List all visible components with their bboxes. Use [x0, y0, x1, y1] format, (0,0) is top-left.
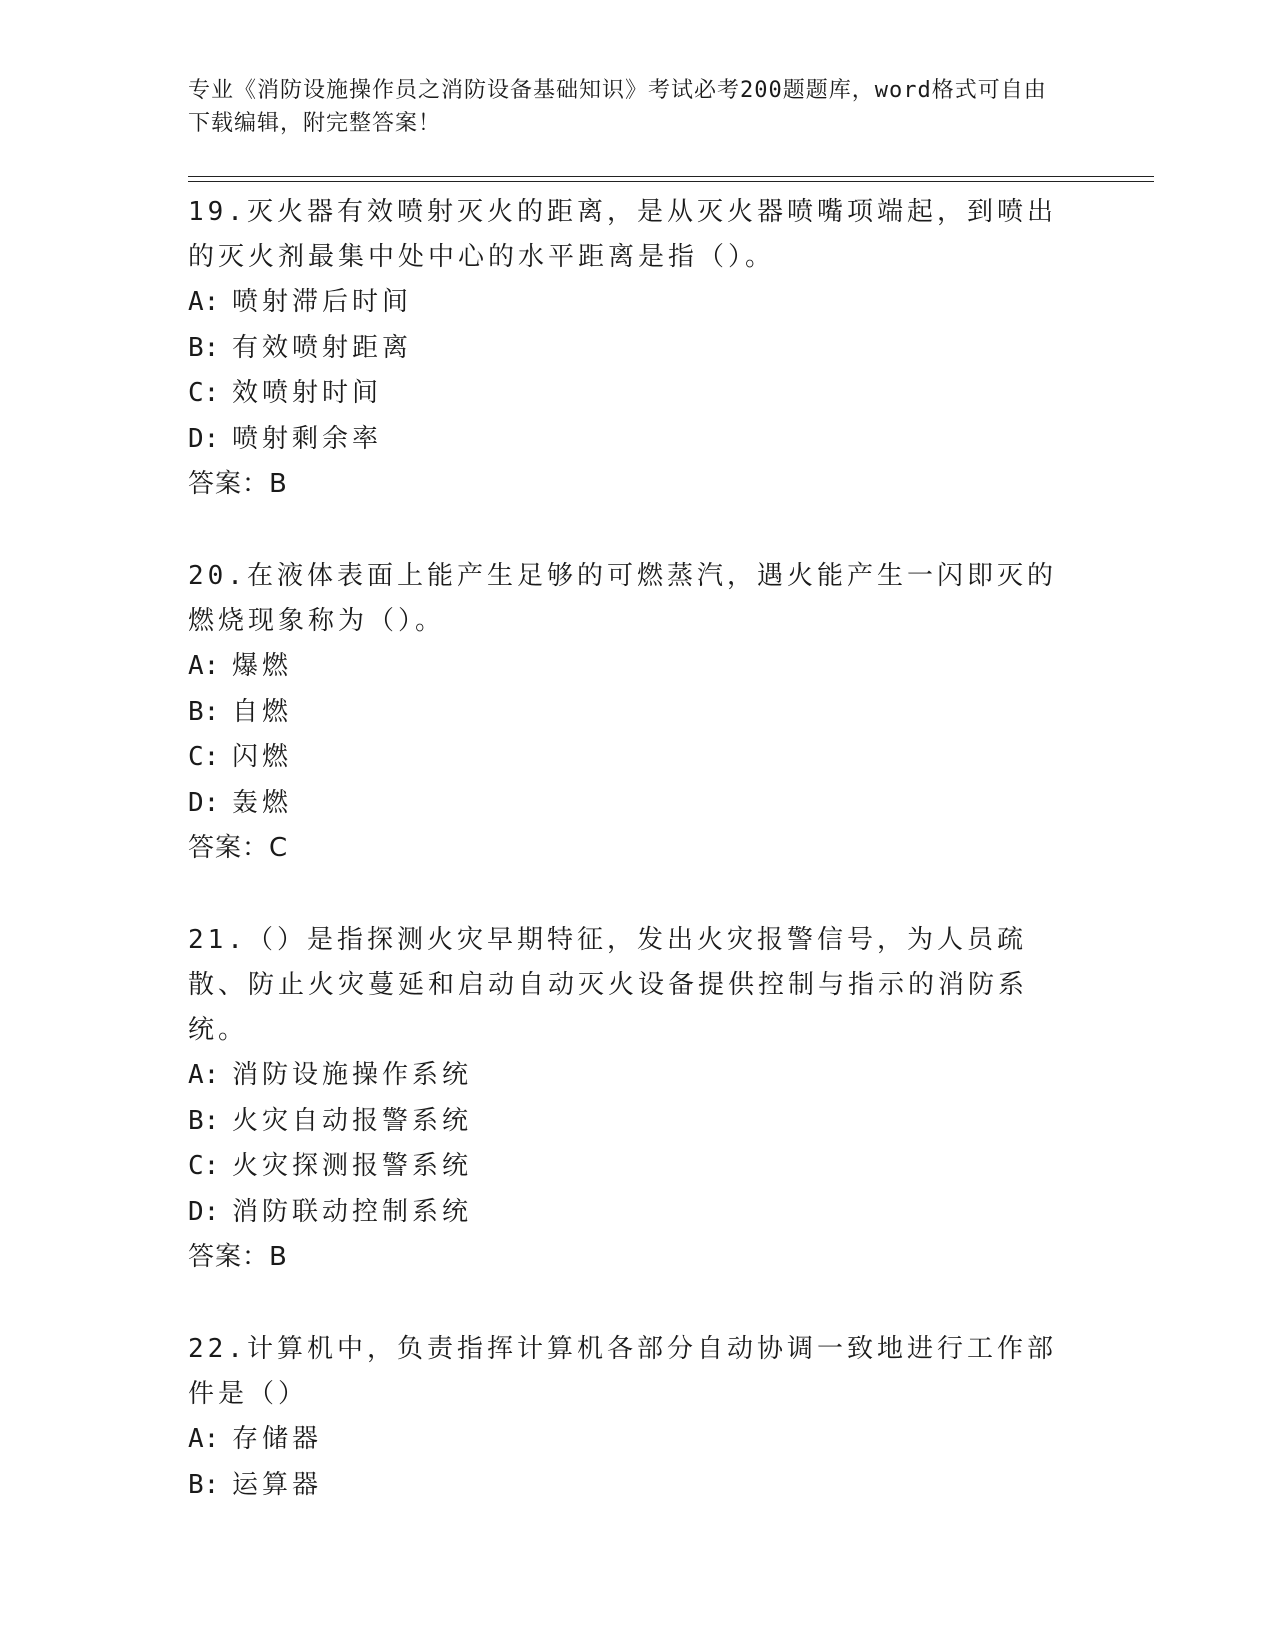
option-key: B:: [188, 1105, 220, 1136]
answer-label: 答案：B: [188, 469, 288, 499]
question-21: [188, 918, 1078, 1280]
option-key: A:: [188, 1424, 220, 1454]
option-d: [188, 781, 1078, 827]
option-text: 喷射滞后时间: [232, 287, 413, 317]
option-key: D:: [188, 423, 220, 454]
option-text: 运算器: [232, 1469, 323, 1500]
option-key: C:: [188, 1151, 220, 1181]
question-22: [188, 1327, 1078, 1508]
question-19: [188, 190, 1078, 507]
option-key: D:: [188, 1196, 220, 1227]
answer-label: 答案：B: [188, 1242, 288, 1272]
question-list: [188, 190, 1078, 1508]
header-divider-top: [188, 176, 1154, 177]
question-stem: 22.计算机中，负责指挥计算机各部分自动协调一致地进行工作部件是（）: [188, 1334, 1057, 1409]
option-text: 消防设施操作系统: [232, 1060, 473, 1090]
option-text: 喷射剩余率: [232, 423, 383, 454]
option-c: [188, 1144, 1078, 1190]
option-text: 存储器: [232, 1424, 323, 1454]
option-text: 效喷射时间: [232, 378, 383, 408]
option-key: C:: [188, 378, 220, 408]
question-stem: 20.在液体表面上能产生足够的可燃蒸汽，遇火能产生一闪即灭的燃烧现象称为（）。: [188, 561, 1057, 636]
question-20: [188, 554, 1078, 871]
option-b: [188, 690, 1078, 736]
option-key: A:: [188, 1060, 220, 1090]
option-key: B:: [188, 332, 220, 363]
option-a: [188, 280, 1078, 326]
option-text: 轰燃: [232, 787, 293, 818]
spacer: [188, 1280, 1078, 1327]
spacer: [188, 507, 1078, 554]
header-divider-bottom: [188, 181, 1154, 182]
option-b: [188, 1463, 1078, 1509]
question-stem: 19.灭火器有效喷射灭火的距离，是从灭火器喷嘴项端起，到喷出的灭火剂最集中处中心的水平距离是指（）。: [188, 197, 1057, 272]
option-key: A:: [188, 287, 220, 317]
document-intro: 专业《消防设施操作员之消防设备基础知识》考试必考200题题库，word格式可自由下载编辑，附完整答案！: [188, 78, 1047, 136]
option-key: D:: [188, 787, 220, 818]
option-d: [188, 1190, 1078, 1236]
option-key: B:: [188, 1469, 220, 1500]
option-text: 爆燃: [232, 651, 293, 681]
question-stem: 21.（）是指探测火灾早期特征，发出火灾报警信号，为人员疏散、防止火灾蔓延和启动自动灭火设备提供控制与指示的消防系统。: [188, 925, 1029, 1045]
option-a: [188, 1053, 1078, 1099]
option-c: [188, 735, 1078, 781]
option-text: 消防联动控制系统: [232, 1196, 473, 1227]
spacer: [188, 871, 1078, 918]
option-text: 火灾自动报警系统: [232, 1105, 473, 1136]
option-a: [188, 1417, 1078, 1463]
option-key: C:: [188, 742, 220, 772]
option-text: 火灾探测报警系统: [232, 1151, 473, 1181]
answer-label: 答案：C: [188, 833, 289, 863]
option-text: 闪燃: [232, 742, 293, 772]
option-a: [188, 644, 1078, 690]
option-b: [188, 326, 1078, 372]
option-c: [188, 371, 1078, 417]
option-b: [188, 1099, 1078, 1145]
option-d: [188, 417, 1078, 463]
option-text: 自燃: [232, 696, 293, 727]
option-text: 有效喷射距离: [232, 332, 413, 363]
option-key: A:: [188, 651, 220, 681]
option-key: B:: [188, 696, 220, 727]
